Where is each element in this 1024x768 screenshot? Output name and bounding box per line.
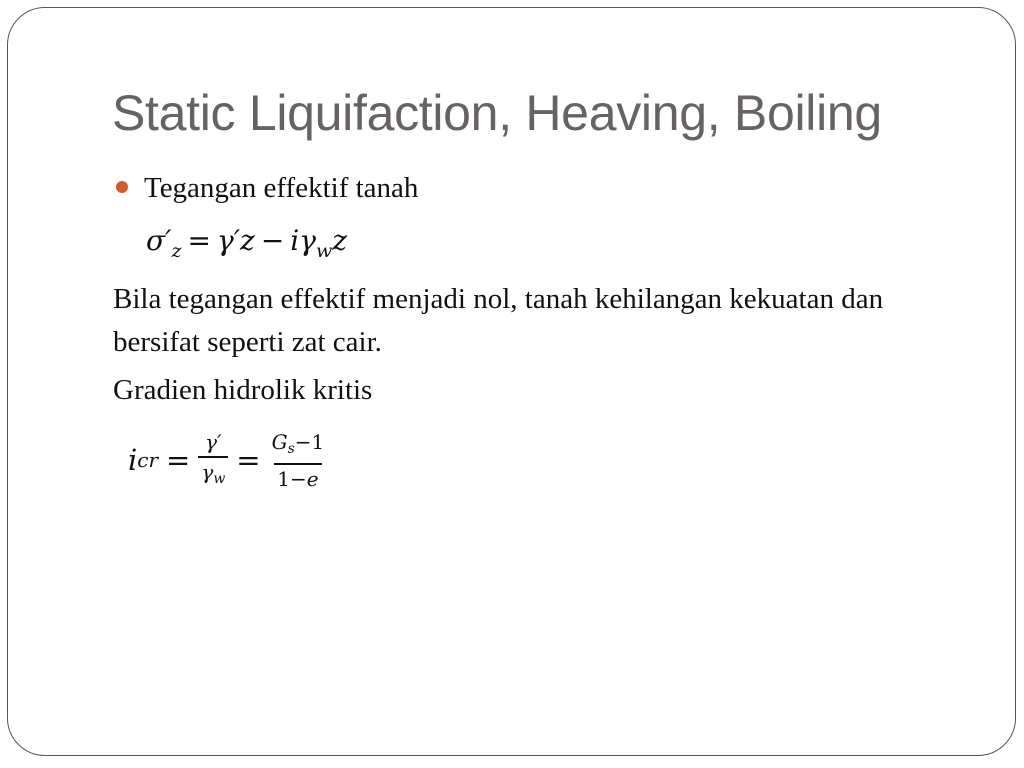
- frac2-den-rest: 1−: [277, 466, 307, 491]
- eq2-lhs-sub: cr: [137, 448, 159, 472]
- fraction-gamma-numerator: γ′: [205, 429, 222, 454]
- bullet-text: Tegangan effektif tanah: [144, 172, 419, 204]
- eq1-term1: γ′z: [216, 224, 255, 257]
- eq2-equals-1: =: [166, 443, 191, 477]
- fraction-gs-numerator: [269, 430, 328, 463]
- frac2-den-symbol: e: [306, 466, 319, 491]
- eq1-lhs-sub: z: [171, 240, 182, 262]
- fraction-gamma-denominator: [198, 456, 228, 491]
- frac1-den-sub: w: [213, 470, 226, 487]
- critical-gradient-equation: [128, 425, 327, 495]
- eq1-term2-b: z: [332, 224, 348, 257]
- eq1-lhs: σ′: [146, 224, 172, 257]
- frac1-den-symbol: γ: [201, 459, 214, 484]
- fraction-gs-denominator: [274, 463, 321, 491]
- frac2-num-sub: s: [287, 440, 295, 457]
- eq1-term2-a: iγ: [290, 224, 316, 257]
- fraction-gamma: [198, 430, 228, 491]
- eq1-equals: =: [187, 224, 211, 257]
- eq2-equals-2: =: [236, 443, 261, 477]
- paragraph-zero-stress: Bila tegangan effektif menjadi nol, tanah kehilangan kekuatan dan bersifat seperti zat cair.: [113, 283, 884, 358]
- effective-stress-equation: [146, 224, 347, 262]
- bullet-dot-icon: [116, 181, 128, 193]
- fraction-gs: [269, 430, 328, 491]
- frac2-num-rest: −1: [294, 429, 325, 454]
- eq1-term2-sub: w: [315, 240, 333, 262]
- paragraph-critical-gradient: Gradien hidrolik kritis: [113, 374, 373, 406]
- eq2-lhs: i: [128, 443, 138, 477]
- frac2-num-symbol: G: [271, 429, 288, 454]
- eq1-minus: −: [260, 224, 285, 257]
- slide-title: Static Liquifaction, Heaving, Boiling: [112, 85, 882, 141]
